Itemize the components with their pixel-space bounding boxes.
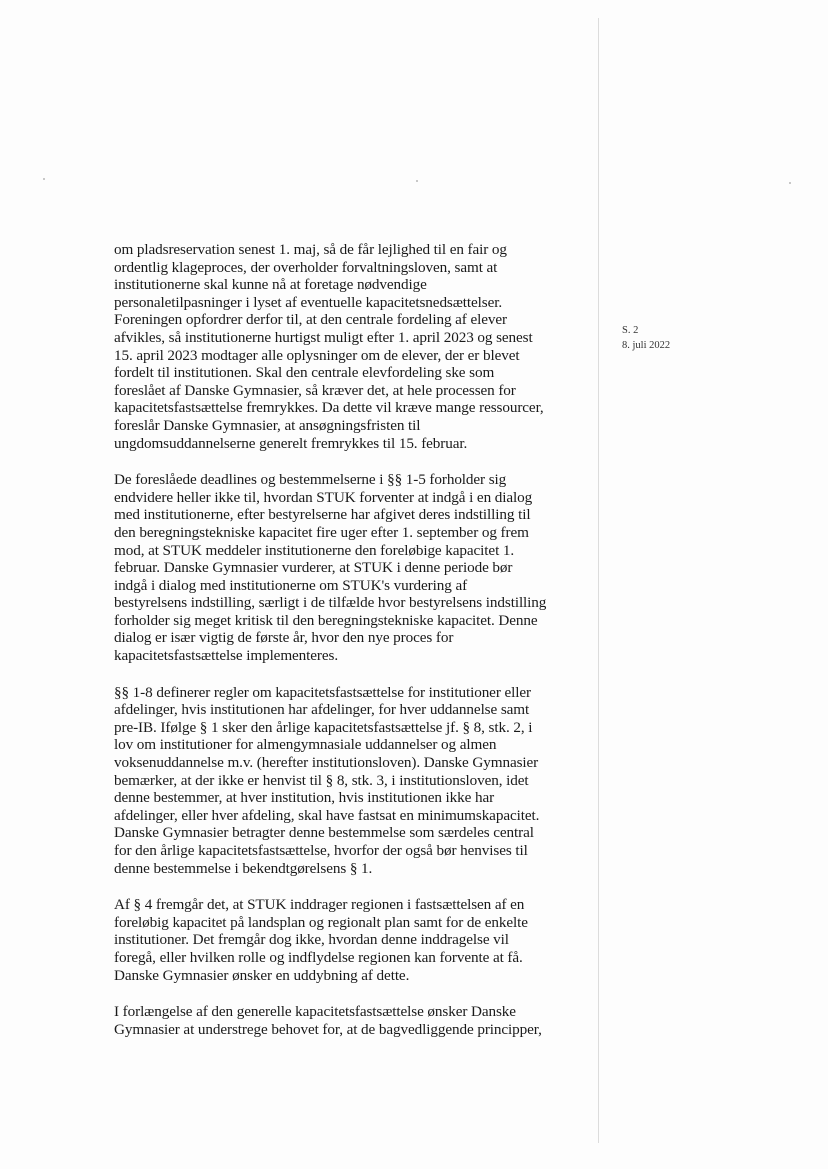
body-paragraph: [114, 241, 584, 452]
text-line: Foreningen opfordrer derfor til, at den centrale fordeling af elever: [114, 311, 507, 329]
text-line: om pladsreservation senest 1. maj, så de får lejlighed til en fair og: [114, 241, 507, 258]
text-line: foreløbig kapacitet på landsplan og regionalt plan samt for de enkelte: [114, 913, 528, 931]
text-line: 15. april 2023 modtager alle oplysninger om de elever, der er blevet: [114, 346, 520, 364]
text-line: bemærker, at der ikke er henvist til § 8, stk. 3, i institutionsloven, idet: [114, 771, 529, 789]
body-paragraph: [114, 471, 584, 665]
text-line: mod, at STUK meddeler institutionerne den foreløbige kapacitet 1.: [114, 541, 515, 559]
text-line: med institutionerne, efter bestyrelserne har afgivet deres indstilling til: [114, 506, 531, 524]
text-line: denne bestemmer, at hver institution, hvis institutionen ikke har: [114, 789, 495, 807]
text-line: indgå i dialog med institutionerne om STUK's vurdering af: [114, 576, 468, 594]
text-line: lov om institutioner for almengymnasiale uddannelser og almen: [114, 736, 497, 754]
text-line: forholder sig meget kritisk til den beregningstekniske kapacitet. Denne: [114, 611, 538, 629]
text-line: foregå, eller hvilken rolle og indflydelse regionen kan forvente at få.: [114, 948, 523, 966]
text-line: Af § 4 fremgår det, at STUK inddrager regionen i fastsættelsen af en: [114, 896, 525, 914]
text-line: denne bestemmelse i bekendtgørelsens § 1.: [114, 859, 373, 877]
text-line: foreslår Danske Gymnasier, at ansøgningsfristen til: [114, 416, 421, 434]
text-line: for den årlige kapacitetsfastsættelse, hvorfor der også bør henvises til: [114, 842, 528, 859]
text-line: Gymnasier at understrege behovet for, at de bagvedliggende principper,: [114, 1020, 542, 1038]
scan-speck: [416, 180, 418, 182]
text-line: afdelinger, hvis institutionen har afdelinger, for hver uddannelse samt: [114, 701, 530, 719]
text-line: endvidere heller ikke til, hvordan STUK forventer at indgå i en dialog: [114, 488, 533, 506]
text-line: foreslået af Danske Gymnasier, så kræver det, at hele processen for: [114, 381, 516, 399]
text-line: fordelt til institutionen. Skal den centrale elevfordeling ske som: [114, 364, 495, 382]
text-line: De foreslåede deadlines og bestemmelserne i §§ 1-5 forholder sig: [114, 471, 507, 489]
text-line: bestyrelsens indstilling, særligt i de tilfælde hvor bestyrelsens indstilling: [114, 594, 547, 612]
text-line: ungdomsuddannelserne generelt fremrykkes til 15. februar.: [114, 434, 468, 452]
body-paragraph: [114, 896, 584, 984]
text-line: ordentlig klageproces, der overholder forvaltningsloven, samt at: [114, 258, 498, 276]
text-line: den beregningstekniske kapacitet fire uger efter 1. september og frem: [114, 523, 529, 541]
page-reference: S. 2: [622, 325, 639, 336]
text-line: februar. Danske Gymnasier vurderer, at STUK i denne periode bør: [114, 559, 513, 577]
scan-speck: [43, 178, 45, 180]
text-line: kapacitetsfastsættelse fremrykkes. Da dette vil kræve mange ressourcer,: [114, 399, 544, 417]
text-line: pre-IB. Ifølge § 1 sker den årlige kapacitetsfastsættelse jf. § 8, stk. 2, i: [114, 718, 533, 736]
text-line: Danske Gymnasier betragter denne bestemmelse som særdeles central: [114, 824, 534, 842]
text-line: personaletilpasninger i lyset af eventuelle kapacitetsnedsættelser.: [114, 293, 503, 311]
body-paragraph: [114, 684, 584, 878]
margin-divider: [598, 18, 599, 1143]
text-line: afvikles, så institutionerne hurtigst muligt efter 1. april 2023 og senest: [114, 328, 533, 346]
letter-body: [114, 241, 584, 1057]
text-line: voksenuddannelse m.v. (herefter institutionsloven). Danske Gymnasier: [114, 754, 539, 772]
text-line: kapacitetsfastsættelse implementeres.: [114, 647, 339, 665]
text-line: institutioner. Det fremgår dog ikke, hvordan denne inddragelse vil: [114, 931, 509, 949]
text-line: afdelinger, eller hver afdeling, skal have fastsat en minimumskapacitet.: [114, 806, 540, 824]
letter-date: 8. juli 2022: [622, 340, 671, 351]
text-line: dialog er især vigtig de første år, hvor den nye proces for: [114, 629, 454, 647]
text-line: Danske Gymnasier ønsker en uddybning af dette.: [114, 966, 410, 984]
text-line: institutionerne skal kunne nå at foretage nødvendige: [114, 276, 427, 294]
margin-note: [622, 323, 670, 353]
text-line: §§ 1-8 definerer regler om kapacitetsfastsættelse for institutioner eller: [114, 683, 531, 701]
body-paragraph: [114, 1003, 584, 1038]
text-line: I forlængelse af den generelle kapacitetsfastsættelse ønsker Danske: [114, 1003, 516, 1021]
scan-speck: [789, 182, 791, 184]
